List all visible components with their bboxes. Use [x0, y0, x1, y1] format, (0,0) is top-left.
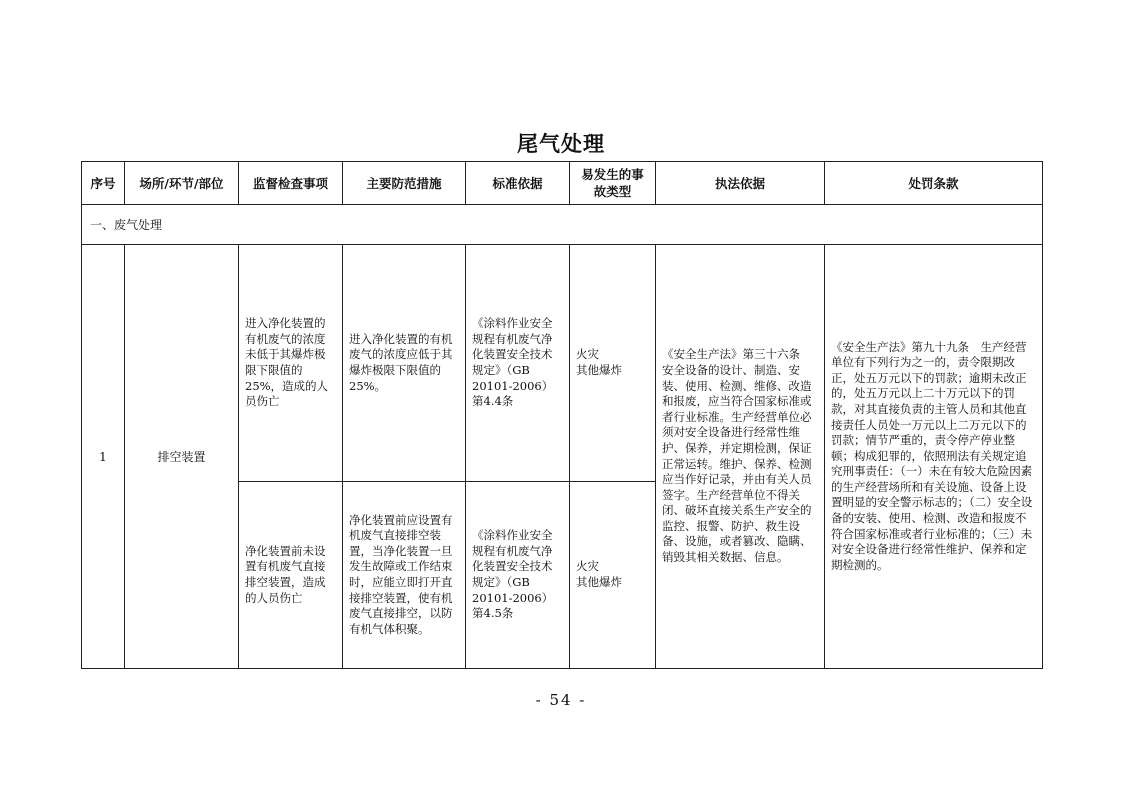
- table-header-row: [82, 162, 1043, 205]
- place-cell: 排空装置: [125, 245, 239, 669]
- column-header: 监督检查事项: [239, 162, 343, 205]
- penalty-cell: 《安全生产法》第九十九条 生产经营单位有下列行为之一的，责令限期改正，处五万元以下的罚款；逾期未改正的，处五万元以上二十万元以下的罚款，对其直接负责的主管人员和其他直接责任人员处一万元以上二万元以下的罚款；情节严重的，责令停产停业整顿；构成犯罪的，依照刑法有关规定追究刑事责任：（一）未在有较大危险因素的生产经营场所和有关设施、设备上设置明显的安全警示标志的；（二）安全设备的安装、使用、检测、改造和报废不符合国家标准或者行业标准的；（三）未对安全设备进行经常性维护、保养和定期检测的。: [825, 245, 1043, 669]
- standard-cell: 《涂料作业安全规程有机废气净化装置安全技术规定》（GB 20101-2006）第4.5条: [466, 482, 570, 669]
- column-header: 执法依据: [656, 162, 825, 205]
- law-basis-cell: 《安全生产法》第三十六条 安全设备的设计、制造、安装、使用、检测、维修、改造和报废，应当符合国家标准或者行业标准。生产经营单位必须对安全设备进行经常性维护、保养，并定期检测，保证正常运转。维护、保养、检测应当作好记录，并由有关人员签字。生产经营单位不得关闭、破坏直接关系生产安全的监控、报警、防护、救生设备、设施，或者篡改、隐瞒、销毁其相关数据、信息。: [656, 245, 825, 669]
- inspection-cell: 进入净化装置的有机废气的浓度未低于其爆炸极限下限值的25%，造成的人员伤亡: [239, 245, 343, 482]
- column-header: 处罚条款: [825, 162, 1043, 205]
- page-title: 尾气处理: [517, 131, 605, 156]
- inspection-cell: 净化装置前未设置有机废气直接排空装置，造成的人员伤亡: [239, 482, 343, 669]
- column-header: 标准依据: [466, 162, 570, 205]
- page-number: - 54 -: [535, 691, 587, 709]
- column-header: 场所/环节/部位: [125, 162, 239, 205]
- column-header: 主要防范措施: [343, 162, 466, 205]
- measure-cell: 进入净化装置的有机废气的浓度应低于其爆炸极限下限值的25%。: [343, 245, 466, 482]
- row-number: 1: [82, 245, 125, 669]
- section-row: [82, 205, 1043, 245]
- table-row: [82, 245, 1043, 482]
- accident-cell: 火灾 其他爆炸: [570, 245, 656, 482]
- regulation-table: [81, 161, 1043, 669]
- standard-cell: 《涂料作业安全规程有机废气净化装置安全技术规定》（GB 20101-2006）第4.4条: [466, 245, 570, 482]
- column-header: 易发生的事故类型: [570, 162, 656, 205]
- measure-cell: 净化装置前应设置有机废气直接排空装置，当净化装置一旦发生故障或工作结束时，应能立即打开直接排空装置，使有机废气直接排空，以防有机气体积聚。: [343, 482, 466, 669]
- section-title: 一、废气处理: [82, 205, 1043, 245]
- column-header: 序号: [82, 162, 125, 205]
- accident-cell: 火灾 其他爆炸: [570, 482, 656, 669]
